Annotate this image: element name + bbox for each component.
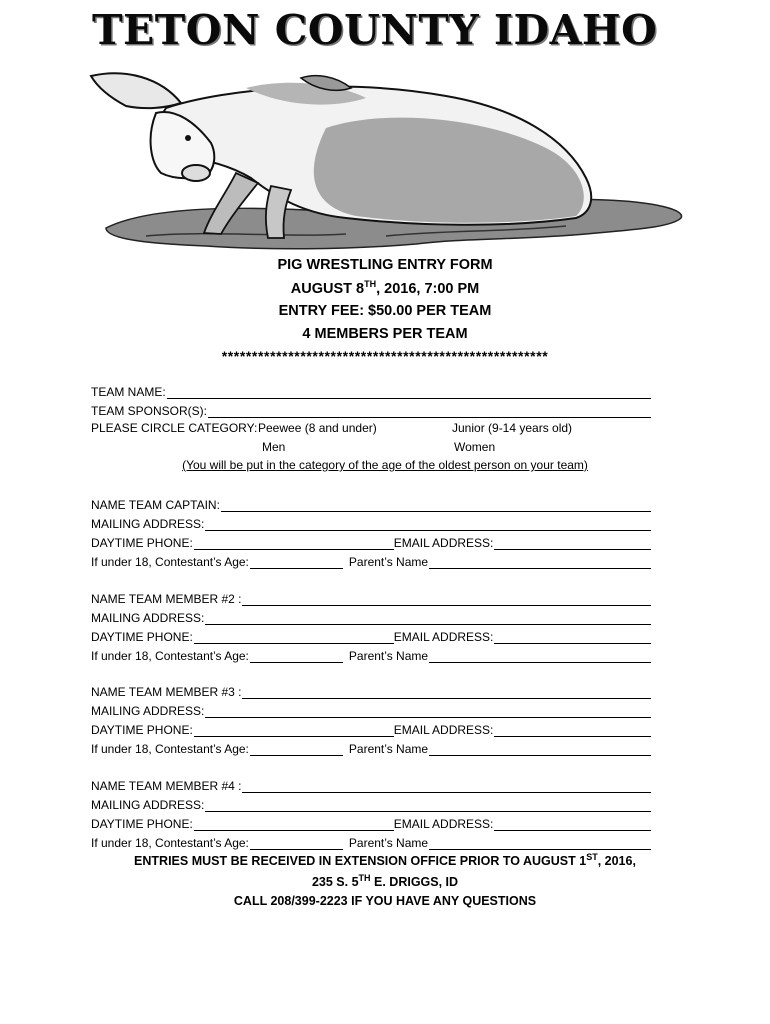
pig-eye: [185, 135, 191, 141]
member-name-field[interactable]: NAME TEAM MEMBER #3 :: [91, 683, 651, 699]
member-name-field[interactable]: NAME TEAM MEMBER #2 :: [91, 590, 651, 606]
divider: ******************************************************: [221, 348, 549, 364]
pig-snout: [182, 165, 210, 181]
office-address: 235 S. 5TH E. DRIGGS, ID: [311, 873, 459, 890]
daytime-phone-field[interactable]: DAYTIME PHONE: EMAIL ADDRESS:: [91, 721, 651, 737]
under18-field[interactable]: If under 18, Contestant’s Age: Parent’s Name: [91, 553, 651, 569]
daytime-phone-field[interactable]: DAYTIME PHONE: EMAIL ADDRESS:: [91, 628, 651, 644]
category-women[interactable]: Women: [454, 440, 496, 454]
member-name-field[interactable]: NAME TEAM CAPTAIN:: [91, 496, 651, 512]
daytime-phone-field[interactable]: DAYTIME PHONE: EMAIL ADDRESS:: [91, 815, 651, 831]
category-junior[interactable]: Junior (9-14 years old): [452, 421, 573, 435]
contact-phone: CALL 208/399-2223 IF YOU HAVE ANY QUESTIONS: [233, 894, 537, 908]
under18-field[interactable]: If under 18, Contestant’s Age: Parent’s Name: [91, 834, 651, 850]
mailing-address-field[interactable]: MAILING ADDRESS:: [91, 609, 651, 625]
event-date: AUGUST 8TH, 2016, 7:00 PM: [290, 279, 480, 297]
form-title: PIG WRESTLING ENTRY FORM: [277, 257, 493, 273]
category-note: (You will be put in the category of the age of the oldest person on your team): [182, 458, 588, 472]
entry-fee: ENTRY FEE: $50.00 PER TEAM: [278, 303, 492, 319]
under18-field[interactable]: If under 18, Contestant’s Age: Parent’s Name: [91, 647, 651, 663]
deadline-notice: ENTRIES MUST BE RECEIVED IN EXTENSION OFFICE PRIOR TO AUGUST 1ST, 2016,: [134, 852, 636, 869]
team-sponsor-field[interactable]: TEAM SPONSOR(S):: [91, 402, 651, 418]
members-per-team: 4 MEMBERS PER TEAM: [302, 326, 468, 342]
mailing-address-field[interactable]: MAILING ADDRESS:: [91, 796, 651, 812]
mailing-address-field[interactable]: MAILING ADDRESS:: [91, 702, 651, 718]
team-name-field[interactable]: TEAM NAME:: [91, 383, 651, 399]
daytime-phone-field[interactable]: DAYTIME PHONE: EMAIL ADDRESS:: [91, 534, 651, 550]
pig-in-mud-illustration: [86, 68, 686, 253]
under18-field[interactable]: If under 18, Contestant’s Age: Parent’s Name: [91, 740, 651, 756]
category-label: PLEASE CIRCLE CATEGORY:: [91, 421, 258, 435]
category-peewee[interactable]: Peewee (8 and under): [258, 421, 377, 435]
category-men[interactable]: Men: [262, 440, 286, 454]
pig-ear: [91, 73, 181, 108]
mailing-address-field[interactable]: MAILING ADDRESS:: [91, 515, 651, 531]
page-title: TETON COUNTY IDAHO: [92, 6, 658, 54]
member-name-field[interactable]: NAME TEAM MEMBER #4 :: [91, 777, 651, 793]
